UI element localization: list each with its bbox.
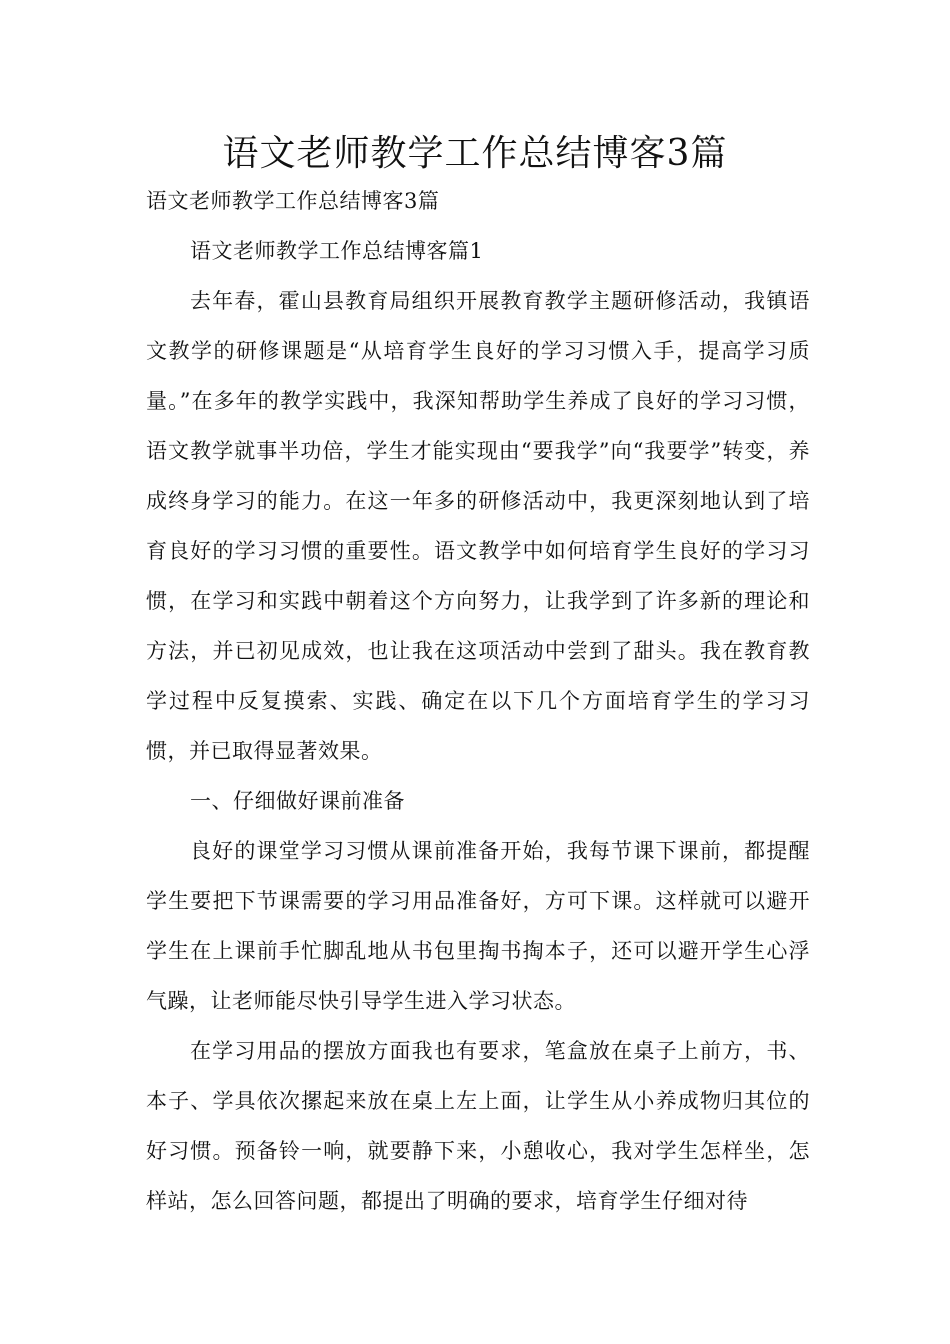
subtitle-line: 语文老师教学工作总结博客3篇 <box>146 189 440 213</box>
document-body <box>146 176 810 1226</box>
paragraph-preparation: 良好的课堂学习习惯从课前准备开始，我每节课下课前，都提醒学生要把下节课需要的学习用品准备好，方可下课。这样就可以避开学生在上课前手忙脚乱地从书包里掏书掏本子，还可以避开学生心浮气躁，让老师能尽快引导学生进入学习状态。 <box>146 839 810 1013</box>
document-title: 语文老师教学工作总结博客3篇 <box>222 133 728 174</box>
paragraph-intro: 去年春，霍山县教育局组织开展教育教学主题研修活动，我镇语文教学的研修课题是“从培育学生良好的学习习惯入手，提高学习质量。”在多年的教学实践中，我深知帮助学生养成了良好的学习习惯，语文教学就事半功倍，学生才能实现由“要我学”向“我要学”转变，养成终身学习的能力。在这一年多的研修活动中，我更深刻地认到了培育良好的学习习惯的重要性。语文教学中如何培育学生良好的学习习惯，在学习和实践中朝着这个方向努力，让我学到了许多新的理论和方法，并已初见成效，也让我在这项活动中尝到了甜头。我在教育教学过程中反复摸索、实践、确定在以下几个方面培育学生的学习习惯，并已取得显著效果。 <box>146 289 810 763</box>
paragraph-heading-preparation: 一、仔细做好课前准备 <box>190 789 405 813</box>
section-heading: 语文老师教学工作总结博客篇1 <box>190 239 484 263</box>
paragraph-supplies: 在学习用品的摆放方面我也有要求，笔盒放在桌子上前方，书、本子、学具依次摞起来放在桌上左上面，让学生从小养成物归其位的好习惯。预备铃一响，就要静下来，小憩收心，我对学生怎样坐，怎样站，怎么回答问题，都提出了明确的要求，培育学生仔细对待 <box>146 1039 810 1213</box>
